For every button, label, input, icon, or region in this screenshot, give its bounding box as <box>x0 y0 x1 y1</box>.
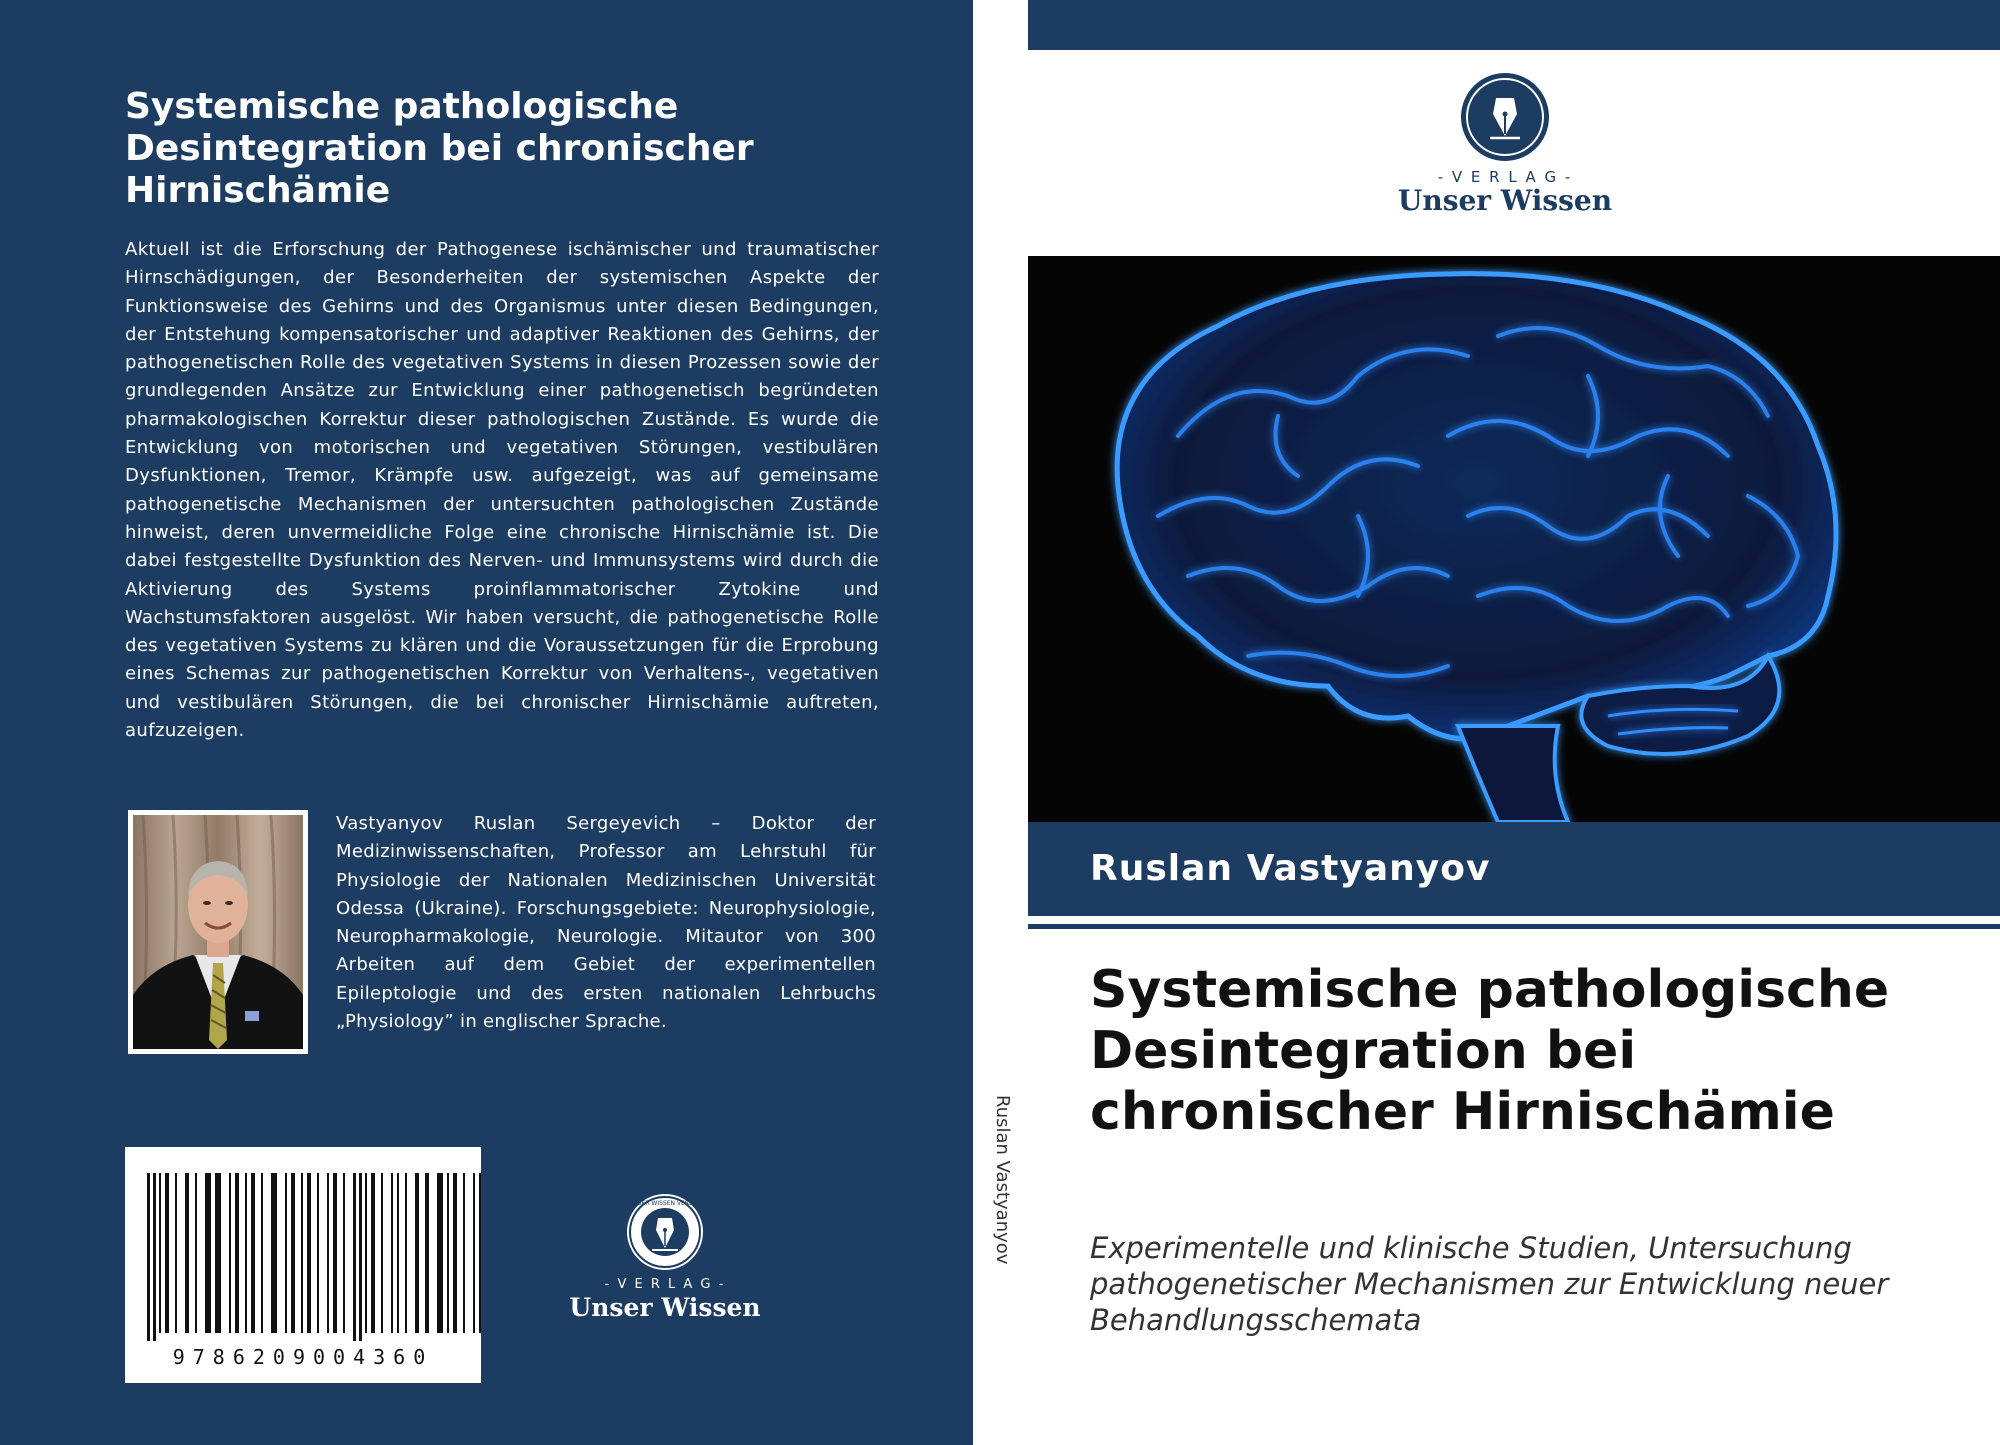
barcode-bar <box>185 1173 189 1333</box>
front-cover-title: Systemische pathologische Desintegration bei chronischer Hirnischämie <box>1090 960 1890 1142</box>
barcode-bar <box>391 1173 393 1333</box>
barcode-bar <box>365 1173 367 1333</box>
barcode-bar <box>333 1173 337 1333</box>
author-bar <box>1028 822 2000 916</box>
barcode-bar <box>359 1173 362 1341</box>
barcode-bar <box>425 1173 429 1333</box>
front-top-bar <box>1028 0 2000 50</box>
barcode-bar <box>235 1173 239 1333</box>
barcode-bar <box>453 1173 457 1333</box>
back-cover <box>0 0 973 1445</box>
barcode-bar <box>153 1173 156 1341</box>
barcode-bar <box>415 1173 419 1333</box>
logo-ring-text: UNSER WISSEN VERLAG <box>628 1200 702 1207</box>
barcode-bar <box>261 1173 263 1333</box>
barcode-bar <box>271 1173 277 1333</box>
barcode-bar <box>301 1173 303 1333</box>
barcode-bar <box>251 1173 255 1333</box>
barcode-bar <box>205 1173 211 1333</box>
back-logo-verlag: - V E R L A G - <box>604 1277 726 1292</box>
barcode-bar <box>165 1173 169 1333</box>
divider-line <box>1028 924 2000 929</box>
barcode-bar <box>195 1173 197 1333</box>
barcode-bar <box>327 1173 329 1333</box>
author-bio: Vastyanyov Ruslan Sergeyevich – Doktor der Medizinwissenschaften, Professor am Lehrstuhl für Physiologie der Nationalen Medizinischen Universität Odessa (Ukraine). Forschungsgebiete: Neurophysiologie, Neuropharmakologie, Neurologie. Mitautor von 300 Arbeiten auf dem Gebiet der experimentellen Epileptologie und des ersten nationalen Lehrbuchs „Physiology” in englischer Sprache. <box>336 813 876 1033</box>
barcode-bar <box>159 1173 161 1333</box>
barcode-bar <box>479 1173 481 1333</box>
barcode-bars <box>125 1147 481 1347</box>
barcode-bar <box>437 1173 443 1333</box>
barcode-bar <box>371 1173 375 1333</box>
barcode-bar <box>215 1173 221 1333</box>
barcode-digits: 9786209004360 <box>172 1345 434 1369</box>
barcode-bar <box>147 1173 150 1341</box>
barcode-bar <box>473 1173 475 1333</box>
barcode-bar <box>307 1173 311 1333</box>
barcode-bar <box>405 1173 407 1333</box>
front-logo-verlag: - V E R L A G - <box>1437 168 1573 186</box>
barcode-bar <box>463 1173 465 1333</box>
fountain-pen-nib-icon <box>1395 70 1615 220</box>
barcode-bar <box>397 1173 399 1333</box>
back-cover-description: Aktuell ist die Erforschung der Pathogenese ischämischer und traumatischer Hirnschädigungen, der Besonderheiten der systemischen Aspekte der Funktionsweise des Gehirns und des Organismus unter diesen Bedingungen, der Entstehung kompensatorischer und adaptiver Reaktionen des Gehirns, der pathogenetischen Rolle des vegetativen Systems in diesen Prozessen sowie der grundlegenden Ansätze zur Entwicklung einer pathogenetisch begründeten pharmakologischen Korrektur dieser pathologischen Zustände. Es wurde die Entwicklung von motorischen und vegetativen Störungen, vestibulären Dysfunktionen, Tremor, Krämpfe usw. aufgezeigt, was auf gemeinsame pathogenetische Mechanismen der untersuchten pathologischen Zustände hinweist, deren unvermeidliche Folge eine chronische Hirnischämie ist. Die dabei festgestellte Dysfunktion des Nerven- und Immunsystems wird durch die Aktivierung des Systems proinflammatorischer Zytokine und Wachstumsfaktoren ausgelöst. Wir haben versucht, die pathogenetische Rolle des vegetativen Systems zu klären und die Voraussetzungen für die Erprobung eines Schemas zur pathogenetischen Korrektur von Verhaltens-, vegetativen und vestibulären Störungen, die bei chronischer Hirnischämie auftreten, aufzuzeigen. <box>125 239 879 742</box>
front-logo-name: Unser Wissen <box>1397 184 1613 217</box>
back-logo-name: Unser Wissen <box>570 1293 760 1322</box>
back-cover-title: Systemische pathologische Desintegration bei chronischer Hirnischämie <box>125 86 754 211</box>
author-photo <box>128 810 308 1054</box>
barcode-bar <box>245 1173 247 1333</box>
author-portrait-image <box>133 815 303 1049</box>
barcode-bar <box>175 1173 177 1333</box>
barcode-bar <box>353 1173 356 1341</box>
barcode-bar <box>229 1173 231 1333</box>
barcode-bar <box>343 1173 345 1333</box>
cover-image <box>1028 256 2000 822</box>
barcode-bar <box>317 1173 319 1333</box>
front-publisher-logo <box>1395 70 1615 220</box>
barcode-bar <box>285 1173 287 1333</box>
front-cover-subtitle: Experimentelle und klinische Studien, Untersuchung pathogenetischer Mechanismen zur Entwicklung neuer Behandlungsschemata <box>1090 1231 1889 1337</box>
isbn-barcode <box>125 1147 481 1383</box>
spine-author-wrapper <box>973 1095 1028 1295</box>
spine-author: Ruslan Vastyanyov <box>991 1095 1013 1265</box>
front-author-name: Ruslan Vastyanyov <box>1090 848 1491 889</box>
glowing-brain-image <box>1028 256 2000 822</box>
fountain-pen-nib-icon <box>570 1192 760 1322</box>
barcode-bar <box>447 1173 449 1333</box>
barcode-bar <box>381 1173 383 1333</box>
back-publisher-logo <box>570 1192 760 1322</box>
barcode-bar <box>291 1173 295 1333</box>
